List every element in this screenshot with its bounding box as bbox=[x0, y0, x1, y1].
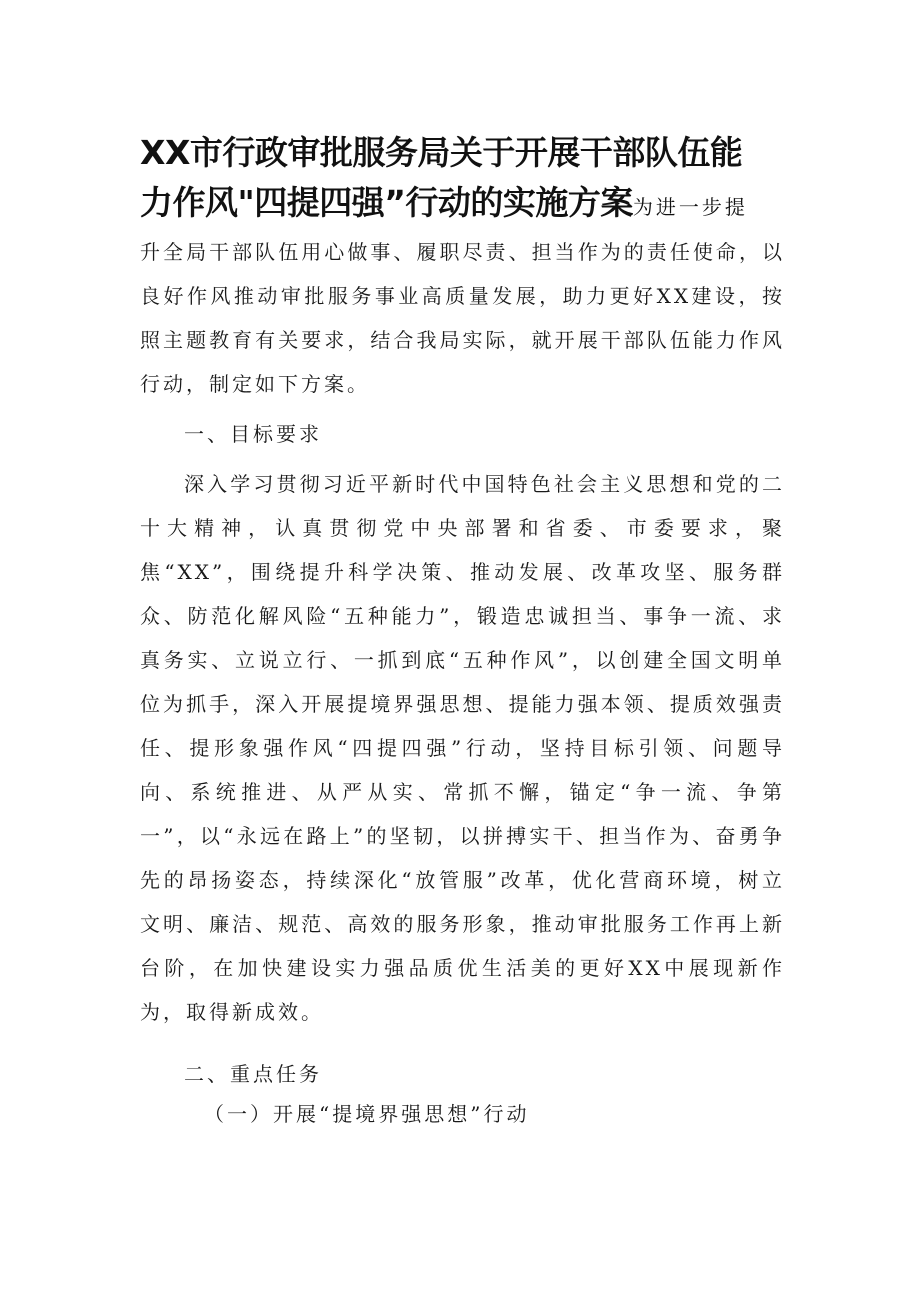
document-title-line-2 bbox=[140, 178, 785, 232]
intro-paragraph: 升全局干部队伍用心做事、履职尽责、担当作为的责任使命，以良好作风推动审批服务事业高质量发展，助力更好XX建设，按照主题教育有关要求，结合我局实际，就开展干部队伍能力作风行动，制定如下方案。 bbox=[140, 240, 785, 396]
spacer bbox=[140, 1034, 785, 1052]
intro-paragraph-start: 为进一步提 bbox=[632, 195, 748, 219]
sub-heading-task-1: （一）开展“提境界强思想”行动 bbox=[204, 1102, 530, 1126]
document-content bbox=[140, 128, 785, 1132]
document-title-line-1: XX市行政审批服务局关于开展干部队伍能 bbox=[140, 133, 743, 172]
document-title-text: 力作风"四提四强”行动的实施方案 bbox=[140, 183, 633, 222]
section-heading-goals: 一、目标要求 bbox=[184, 422, 322, 446]
section-heading-key-tasks: 二、重点任务 bbox=[184, 1062, 322, 1086]
section-body-goals: 深入学习贯彻习近平新时代中国特色社会主义思想和党的二十大精神，认真贯彻党中央部署和省委、市委要求，聚焦“XX”，围绕提升科学决策、推动发展、改革攻坚、服务群众、防范化解风险“五种能力”，锻造忠诚担当、事争一流、求真务实、立说立行、一抓到底“五种作风”，以创建全国文明单位为抓手，深入开展提境界强思想、提能力强本领、提质效强责任、提形象强作风“四提四强”行动，坚持目标引领、问题导向、系统推进、从严从实、常抓不懈，锚定“争一流、争第一”，以“永远在路上”的坚韧，以拼搏实干、担当作为、奋勇争先的昂扬姿态，持续深化“放管服”改革，优化营商环境，树立文明、廉洁、规范、高效的服务形象，推动审批服务工作再上新台阶，在加快建设实力强品质优生活美的更好XX中展现新作为，取得新成效。 bbox=[140, 472, 785, 1024]
